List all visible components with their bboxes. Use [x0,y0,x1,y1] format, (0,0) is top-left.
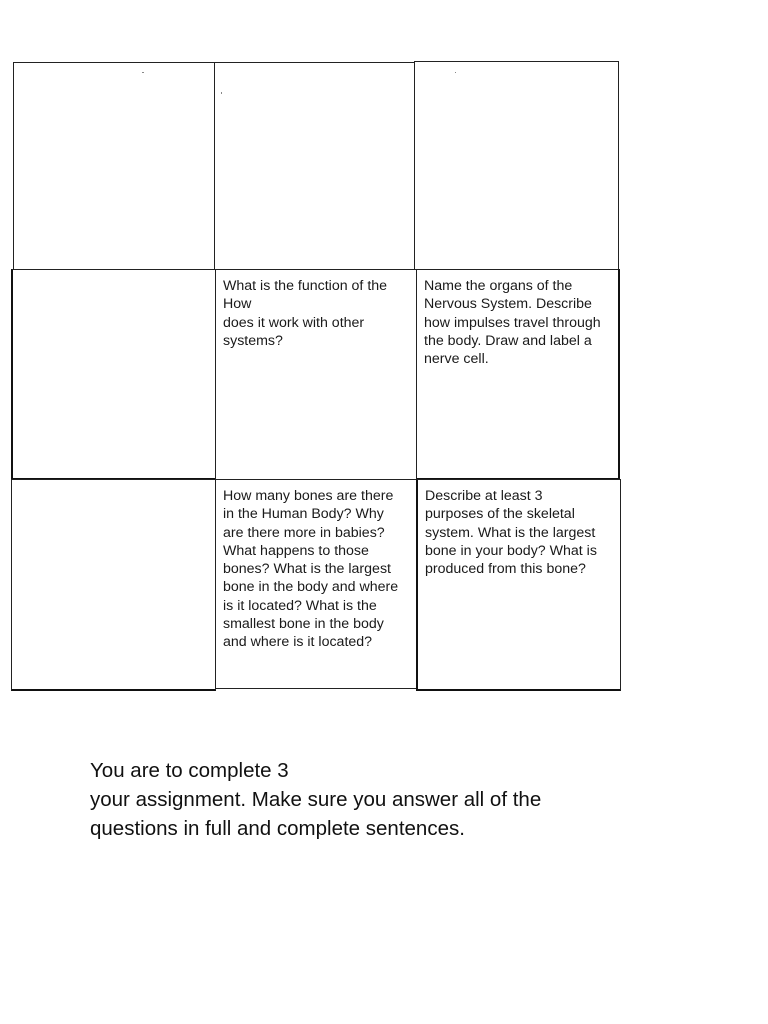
cell-text: Describe at least 3 purposes of the skeletal system. What is the largest bone in your body? What is produced from this bone? [425,488,597,578]
speck-mark [221,92,222,94]
grid-cell-r2c2 [215,269,417,480]
grid-cell-r2c3 [416,269,620,480]
cell-text: Name the organs of the Nervous System. Describe how impulses travel through the body. Draw and label a nerve cell. [424,278,601,368]
speck-mark [142,72,144,73]
grid-cell-r3c3 [416,479,621,691]
speck-mark [455,72,456,73]
grid-cell-r3c1 [11,479,216,691]
cell-text: What is the function of the How does it work with other systems? [223,278,388,349]
assignment-instructions: You are to complete 3 your assignment. Make sure you answer all of the questions in full and complete sentences. [90,759,542,840]
cell-text: How many bones are there in the Human Body? Why are there more in babies? What happens to those bones? What is the largest bone in the body and where is it located? What is the smallest bone in the body and where is it located? [223,488,399,651]
grid-cell-r2c1 [11,269,216,480]
grid-cell-r1c3 [414,61,619,270]
grid-cell-r1c2 [214,62,415,270]
grid-cell-r1c1 [13,62,215,270]
grid-cell-r3c2 [215,479,417,689]
